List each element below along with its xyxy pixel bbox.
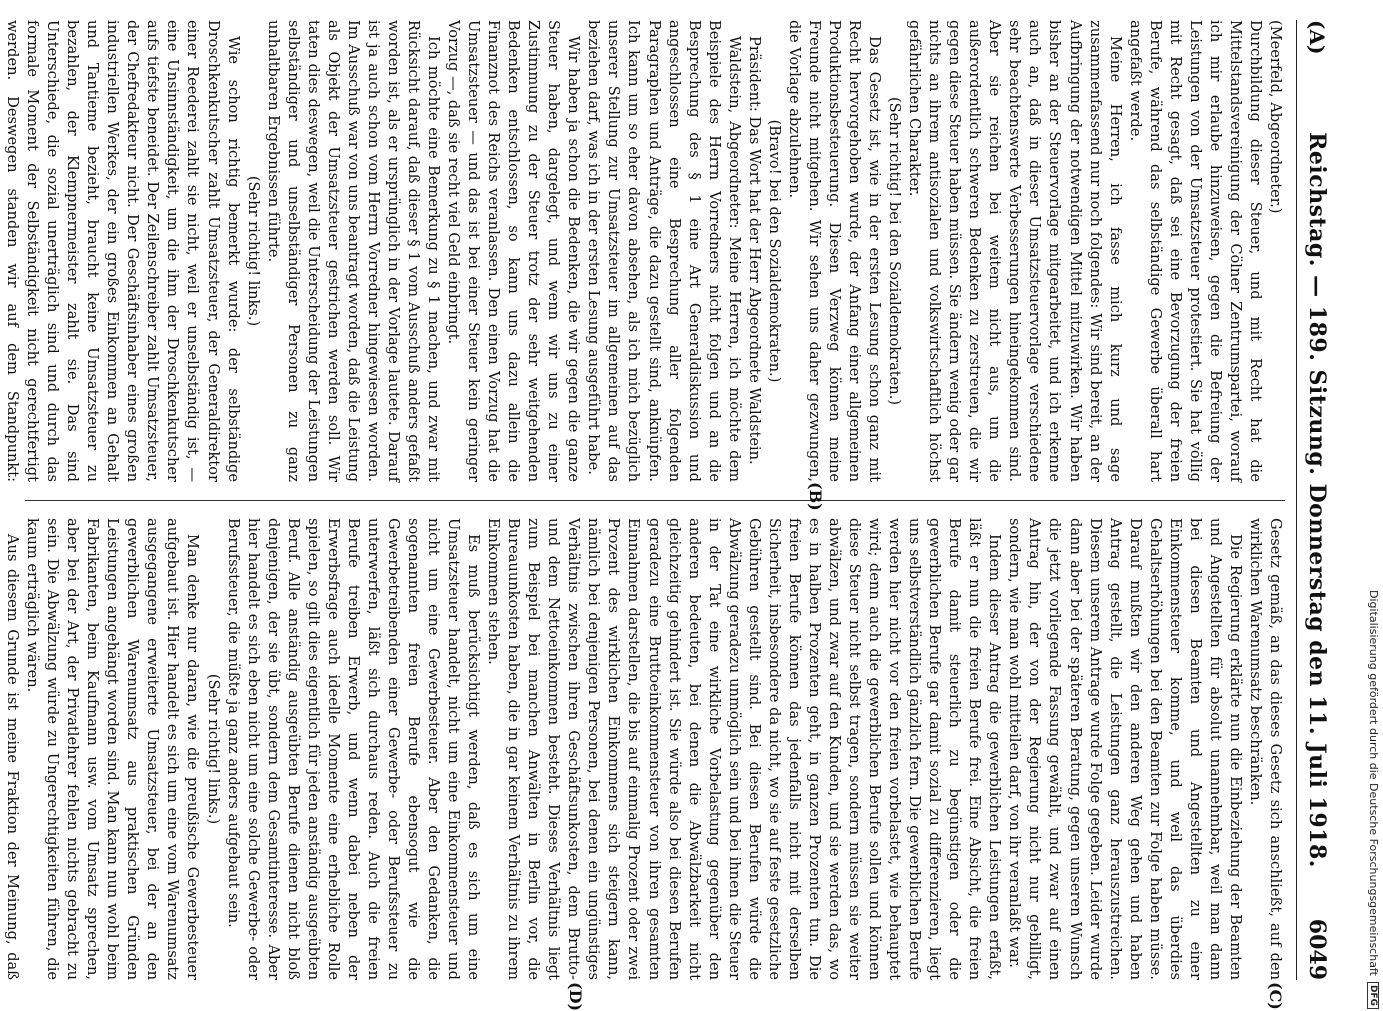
margin-mark-a: (A) [1305,20,1329,55]
digitization-footer [1362,0,1380,1006]
right-paragraph: Gesetz gemäß, an das dieses Gesetz sich anschließt, auf den wirklichen Warenumsatz beschränken. [1246,518,1284,980]
dfg-logo: DFG [1368,982,1380,1009]
margin-mark-c: (C) [1266,982,1285,1010]
right-paragraph: Man denke nur daran, wie die preußische Gewerbesteuer aufgebaut ist. Hier handelt es sich um eine vom Warenumsatz ausgegangene erweiterte Umsatzsteuer, bei der an den gewerblichen Warenumsatz aus praktischen Gründen Leistungen angehängt worden sind. Man kann nun wohl beim Fabrikanten, beim Kaufmann usw. vom Umsatz sprechen, aber bei der Art, der Privatlehrer fehlen nichts gebracht zu sein. Die Abwälzung würde zu Ungerechtigkeiten führen, die kaum erträglich wären. [24,518,202,980]
page-title: Reichstag. — 189. Sitzung. Donnerstag den 11. Juli 1918. [1304,132,1330,868]
column-divider [25,500,1285,501]
left-text-column [4,20,1285,482]
right-paragraph: (Sehr richtig! links.) [204,673,222,825]
right-paragraph: Es muß berücksichtigt werden, daß es sich um eine Umsatzsteuer handelt, nicht um eine Einkommensteuer und nicht um eine Gewerbesteuer. Aber den Gedanken, die sogenannten freien Berufe ebensogut wie die Gewerbetreibenden einer Gewerbe- oder Berufssteuer zu unterwerfen, läßt sich durchaus reden. Auch die freien Berufe treiben Erwerb, und wenn dabei neben der Erwerbsfrage auch ideelle Momente eine erhebliche Rolle spielen, so gilt dies eigentlich für jeden anständig ausgeübten Beruf. Alle anständig ausgeübten Berufe dienen nicht bloß denjenigen, der sie übt, sondern dem Gesamtinteresse. Aber hier handelt es sich eben nicht um eine solche Gewerbe- oder Berufssteuer, die müßte ja ganz anders aufgebaut sein. [224,518,483,980]
footer-inner [1367,590,1380,1006]
left-paragraph: Ich möchte eine Bemerkung zu § 1 machen, und zwar mit Rücksicht darauf, daß dieser § 1 vom Ausschuß anders gefaßt worden ist, als er ursprünglich in der Vorlage lautete. Darauf ist ja auch schon vom Herrn Vorredner hingewiesen worden. Im Ausschuß war von uns beantragt worden, daß die Leistung als Objekt der Umsatzsteuer gestrichen werden soll. Wir taten dies deswegen, weil die Unterscheidung der Leistungen selbständiger und unselbständiger Personen zu ganz unhaltbaren Ergebnissen führte. [264,20,443,482]
right-text-column [4,518,1285,980]
left-paragraph: (Meerfeld, Abgeordneter.) [1267,20,1284,214]
left-paragraph: Meine Herren, ich fasse mich kurz und sage zusammenfassend nur noch folgendes: Wir sind bereit, an der Aufbringung der notwendigen Mittel mitzuwirken. Wir haben bisher an der Steuervorlage mitgearbeitet, und ich erkenne auch an, daß in dieser Umsatzsteuervorlage verschiedene sehr beachtenswerte Verbesserungen hineingekommen sind. Aber sie reichen bei weitem nicht aus, um die außerordentlich schweren Bedenken zu zerstreuen, die wir gegen diese Steuer haben müssen. Sie ändern wenig oder gar nichts an ihrem antisozialen und volkswirtschaftlich höchst gefährlichen Charakter. [906,20,1124,482]
left-paragraph: Waldstein, Abgeordneter: Meine Herren, ich möchte dem Beispiele des Herrn Vorredners nicht folgen und an die Besprechung des § 1 eine Art Generaldiskussion und angeschlossen eine Besprechung aller folgenden Paragraphen und Anträge, die dazu gestellt sind, anknüpfen. Ich kann um so eher davon absehen, als ich mich bezüglich unserer Stellung zur Umsatzsteuer im allgemeinen auf das beziehen darf, was ich in der ersten Lesung ausgeführt habe. [585,20,743,482]
left-paragraph: (Sehr richtig! links.) [244,175,262,327]
margin-mark-d: (D) [566,982,585,1011]
right-paragraph: Aus diesem Grunde ist meine Fraktion der Meinung, daß [4,534,22,980]
margin-mark-b: (B) [806,482,825,511]
left-paragraph: (Sehr richtig! bei den Sozialdemokraten.) [886,96,904,406]
left-paragraph: Wie schon richtig bemerkt wurde: der selbständige Droschkenkutscher zahlt Umsatzsteuer, der Generaldirektor einer Reederei zahlt sie nicht, weil er unselbständig ist, — eine Unsinnständigkeit, um die ihm der Droschkenkutscher aufs tiefste beneidet. Der Zeilenschreiber zahlt Umsatzsteuer, der Chefredakteur nicht. Der Geschäftsinhaber eines großen industriellen Werkes, der ein großes Einkommen an Gehalt und Tantieme bezieht, braucht keine Umsatzsteuer zu bezahlen, der Klempnermeister zahlt sie. Das sind Unterschiede, die sozial unerträglich sind und durch das formale Moment der Selbständigkeit nicht gerechtfertigt werden. Deswegen standen wir auf dem Standpunkt: [4,20,242,482]
left-paragraph: Durchbildung dieser Steuer, und mit Recht hat die Mittelstandsvereinigung der Cölner Zentrumspartei, worauf ich mir erlaube hinzuweisen, gegen die Befreiung der Leistungen von der Umsatzsteuer protestiert. Sie hat völlig mit Recht gesagt, daß sei eine Bevorzugung der freien Berufe, während das selbständige Gewerbe überall hart angefaßt werde. [1126,20,1264,482]
left-paragraph: Präsident: Das Wort hat der Herr Abgeordnete Waldstein. [745,36,763,465]
footer-text: Digitalisierung gefördert durch die Deutsche Forschungsgemeinschaft [1367,590,1380,976]
right-paragraph: Indem dieser Antrag die gewerblichen Leistungen erfaßt, läßt er nun die freien Berufe frei. Eine Absicht, die freien Berufe damit steuerlich zu begünstigen oder die gewerblichen Berufe gar damit sozial zu differenzieren, liegt uns selbstverständlich gänzlich fern. Die gewerblichen Berufe werden hier nicht vor den freien vorbelastet, wie behauptet wird; denn auch die gewerblichen Berufe sollen und können diese Steuer nicht selbst tragen, sondern müssen sie weiter abwälzen, und zwar auf den Kunden, und sie werden das, wo es in halben Prozenten geht, in ganzen Prozenten tun. Die freien Berufe können das jedenfalls nicht mit derselben Sicherheit, insbesondere da nicht, wo sie auf feste gesetzliche Gebühren gestellt sind. Bei diesen Berufen würde die Abwälzung geradezu unmöglich sein und bei ihnen die Steuer in der Tat eine wirkliche Vorbelastung gegenüber den anderen bedeuten, bei denen die Abwälzbarkeit nicht gleichzeitig gehindert ist. Sie würde also bei diesen Berufen geradezu eine Bruttoeinkommensteuer von ihren gesamten Einnahmen darstellen, die bis auf einmalig Prozent oder zwei Prozent des wirklichen Einkommens sich steigern kann, nämlich bei denjenigen Personen, bei denen ein ungünstiges Verhältnis zwischen ihren Geschäftsunkosten, dem Brutto- und dem Nettoeinkommen besteht. Dieses Verhältnis liegt zum Beispiel bei manchen Anwälten in Berlin vor, die Bureauunkosten haben, die in gar keinem Verhältnis zu ihrem Einkommen stehen. [485,518,1004,980]
left-paragraph: Das Gesetz ist, wie in der ersten Lesung schon ganz mit Recht hervorgehoben wurde, der Anfang einer allgemeinen Produktionsbesteuerung. Diesen Verzweg können meine Freunde nicht mitgehen. Wir sehen uns daher gezwungen, die Vorlage abzulehnen. [785,20,884,482]
page-number: 6049 [1304,918,1330,980]
right-paragraph: Die Regierung erklärte nun die Einbeziehung der Beamten und Angestellten für absolut unannehmbar, weil man dann bei diesen Beamten und Angestellten zu einer Einkommensteuer komme, und weil das überdies Gehaltserhöhungen bei den Beamten zur Folge haben müsse. Darauf mußten wir den anderen Weg gehen und haben Antrag gestellt, die Leistungen ganz herauszustreichen. Diesem unserem Antrage wurde Folge gegeben. Leider wurde dann aber bei der späteren Beratung, gegen unseren Wunsch die jetzt vorliegende Fassung gewählt, und zwar auf einen Antrag hin, der von der Regierung nicht nur gebilligt, sondern, wie man wohl mitteilen darf, von ihr veranlaßt war. [1006,518,1244,980]
left-paragraph: Wir haben ja schon die Bedenken, die wir gegen die ganze Steuer haben, dargelegt, und wenn wir uns zu einer Zustimmung zu der Steuer trotz der sehr weitgehenden Bedenken entschlossen, so kann uns dazu allein die Finanznot des Reichs veranlassen. Den einen Vorzug hat die Umsatzsteuer — und das ist bei einer Steuer kein geringer Vorzug —, daß sie recht viel Geld einbringt. [445,20,583,482]
page-header [1296,20,1337,980]
rotated-document-page [4,0,1345,1011]
left-paragraph: (Bravo! bei den Sozialdemokraten.) [765,119,783,383]
